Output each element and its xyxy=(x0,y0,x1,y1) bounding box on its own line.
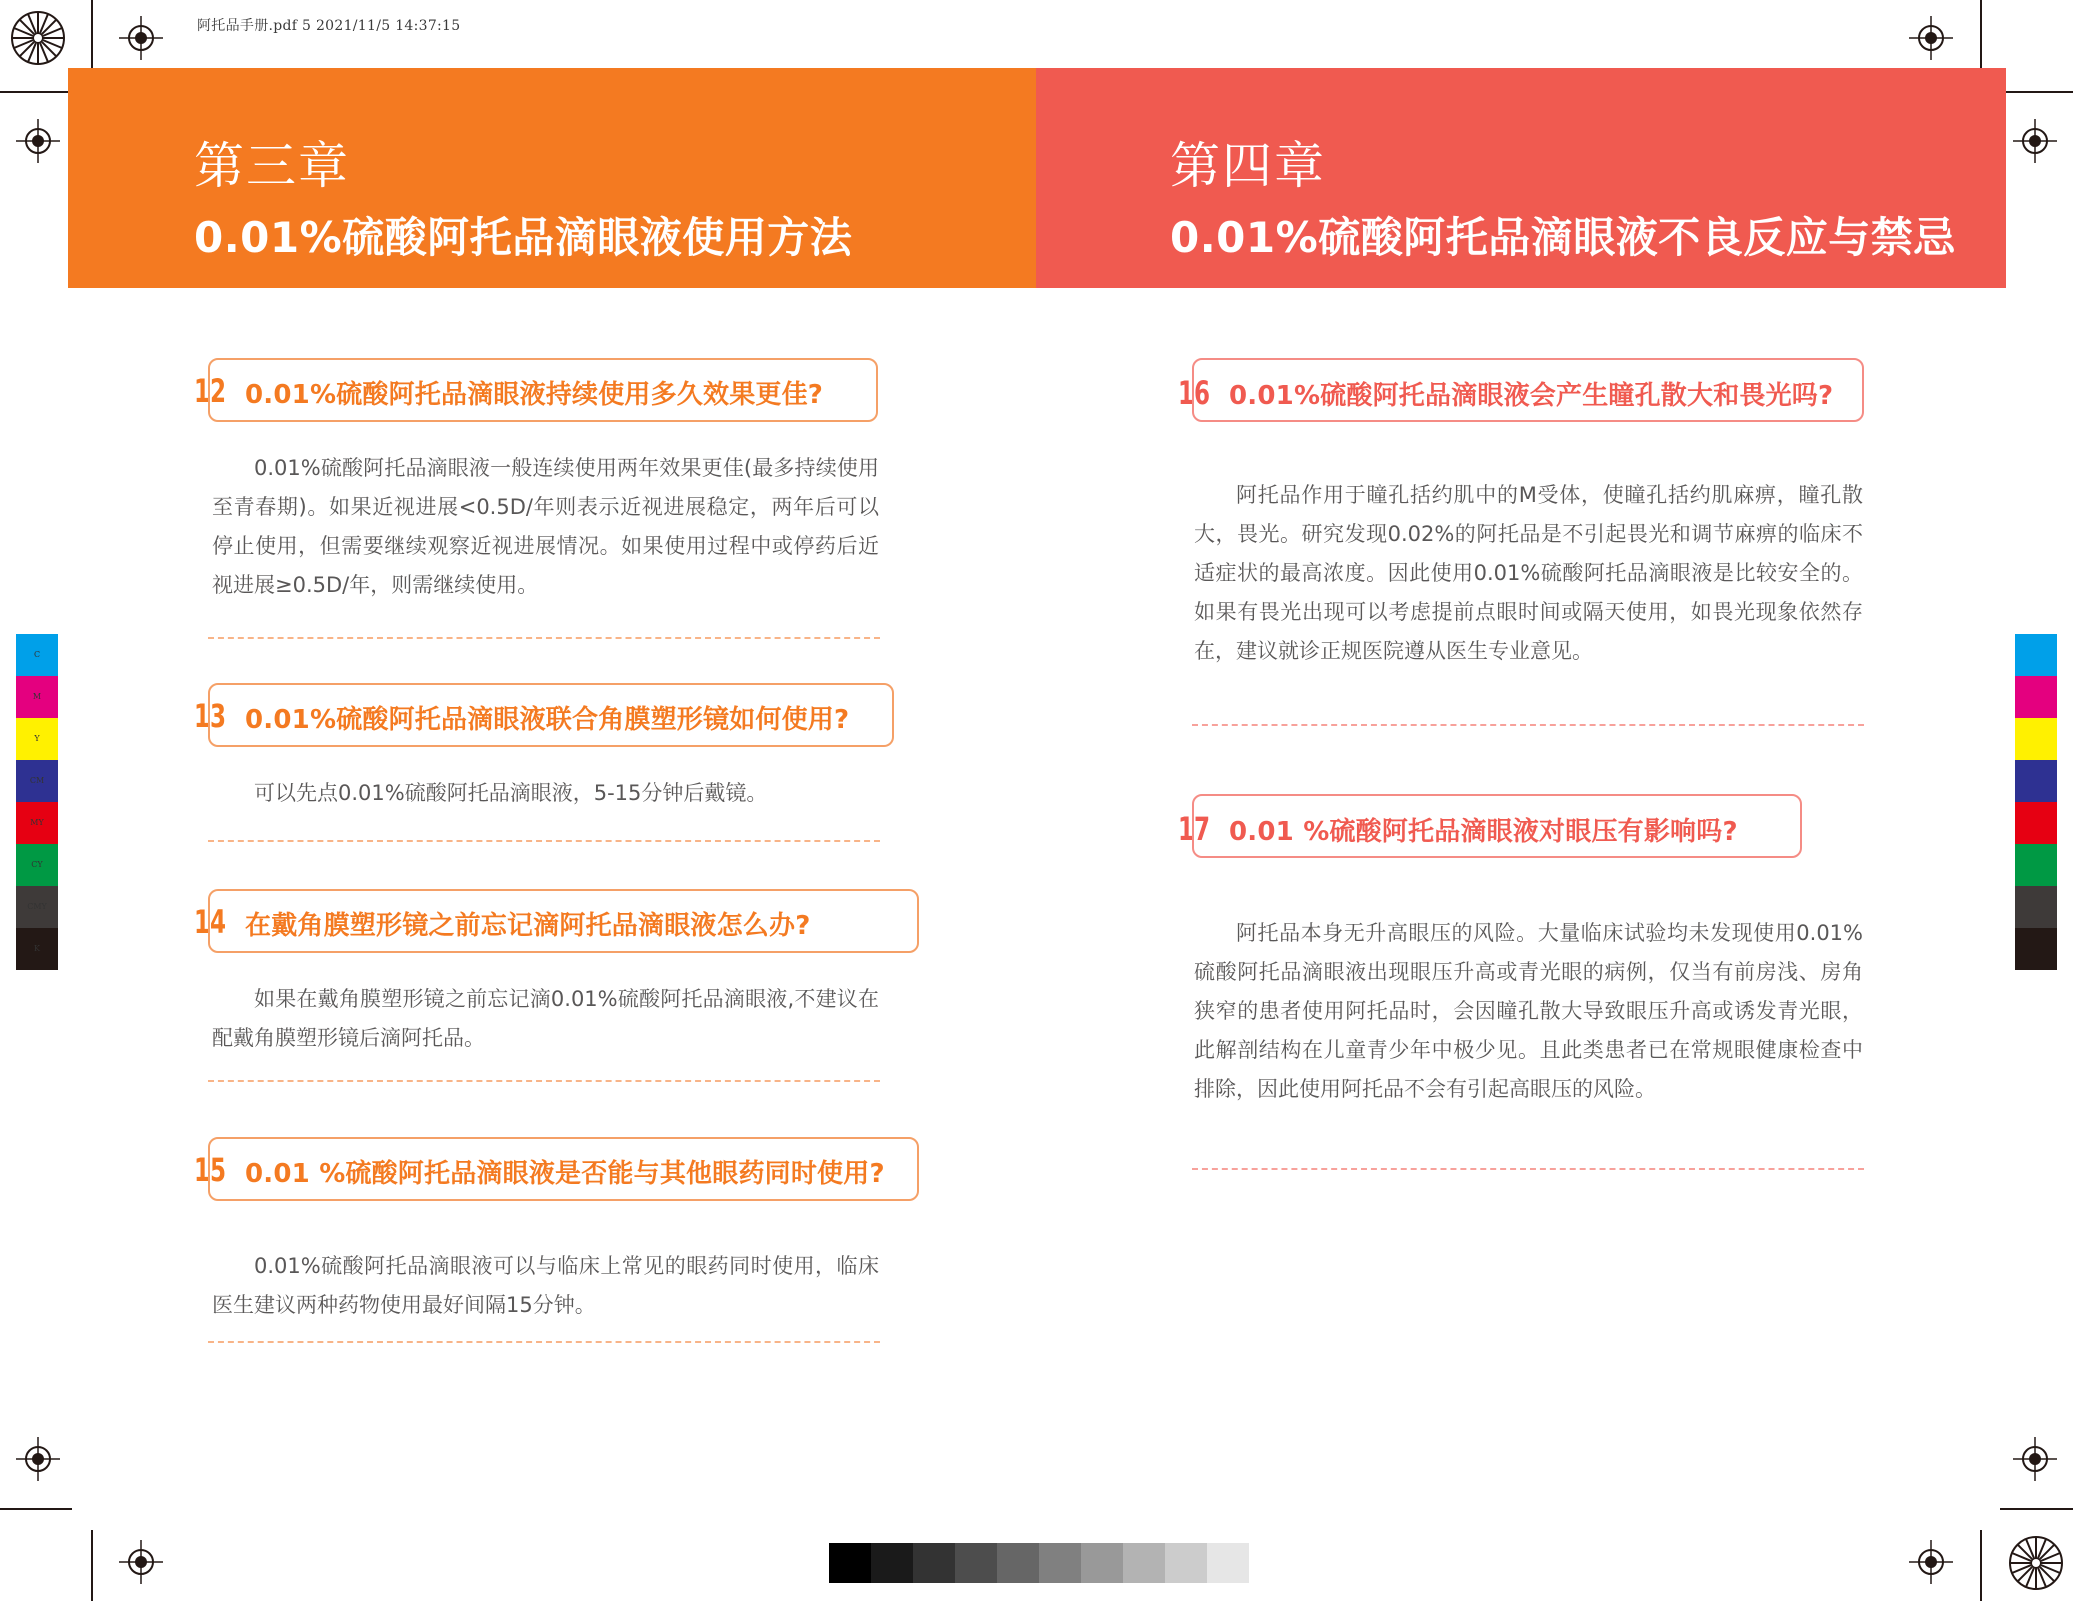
color-swatch-cyan xyxy=(2015,634,2057,676)
registration-mark-icon xyxy=(2013,1437,2057,1481)
question-number: 14 xyxy=(194,903,227,941)
question-number: 12 xyxy=(194,372,227,410)
registration-mark-icon xyxy=(2013,119,2057,163)
color-swatch-red xyxy=(2015,802,2057,844)
question-text: 0.01 %硫酸阿托品滴眼液是否能与其他眼药同时使用? xyxy=(245,1159,885,1189)
chapter-4-title: 0.01%硫酸阿托品滴眼液不良反应与禁忌 xyxy=(1170,213,1956,262)
gray-swatch xyxy=(871,1543,913,1583)
gray-swatch xyxy=(913,1543,955,1583)
chapter-3-title: 0.01%硫酸阿托品滴眼液使用方法 xyxy=(194,213,853,262)
color-swatch-black: K xyxy=(16,928,58,970)
color-swatch-dark xyxy=(2015,886,2057,928)
print-slug: 阿托品手册.pdf 5 2021/11/5 14:37:15 xyxy=(197,18,461,34)
crop-mark xyxy=(91,0,93,70)
question-number: 16 xyxy=(1178,374,1211,412)
answer-text: 阿托品本身无升高眼压的风险。大量临床试验均未发现使用0.01%硫酸阿托品滴眼液出现眼压升高或青光眼的病例，仅当有前房浅、房角狭窄的患者使用阿托品时，会因瞳孔散大导致眼压升高或诱发青光眼，此解剖结构在儿童青少年中极少见。且此类患者已在常规眼健康检查中排除，因此使用阿托品不会有引起高眼压的风险。 xyxy=(1194,921,1863,1101)
question-text: 0.01%硫酸阿托品滴眼液会产生瞳孔散大和畏光吗? xyxy=(1229,381,1834,411)
section-divider xyxy=(1192,1168,1864,1170)
registration-mark-icon xyxy=(16,1437,60,1481)
answer-text: 如果在戴角膜塑形镜之前忘记滴0.01%硫酸阿托品滴眼液,不建议在配戴角膜塑形镜后滴阿托品。 xyxy=(212,987,879,1050)
color-swatch-blue: CM xyxy=(16,760,58,802)
section-divider xyxy=(208,637,880,639)
answer-text: 0.01%硫酸阿托品滴眼液可以与临床上常见的眼药同时使用，临床医生建议两种药物使用最好间隔15分钟。 xyxy=(212,1254,879,1317)
gray-swatch xyxy=(1081,1543,1123,1583)
color-swatch-blue xyxy=(2015,760,2057,802)
answer-text: 0.01%硫酸阿托品滴眼液一般连续使用两年效果更佳(最多持续使用至青春期)。如果近视进展<0.5D/年则表示近视进展稳定，两年后可以停止使用，但需要继续观察近视进展情况。如果使用过程中或停药后近视进展≥0.5D/年，则需继续使用。 xyxy=(212,456,879,597)
question-text: 0.01 %硫酸阿托品滴眼液对眼压有影响吗? xyxy=(1229,817,1738,847)
color-swatch-yellow: Y xyxy=(16,718,58,760)
registration-mark-icon xyxy=(119,1540,163,1584)
starburst-mark-icon xyxy=(2008,1535,2064,1591)
registration-mark-icon xyxy=(1909,16,1953,60)
section-divider xyxy=(208,840,880,842)
gray-swatch xyxy=(1165,1543,1207,1583)
chapter-4-label: 第四章 xyxy=(1170,137,1326,195)
question-number: 17 xyxy=(1178,810,1211,848)
color-swatch-green: CY xyxy=(16,844,58,886)
question-text: 0.01%硫酸阿托品滴眼液联合角膜塑形镜如何使用? xyxy=(245,705,850,735)
question-text: 在戴角膜塑形镜之前忘记滴阿托品滴眼液怎么办? xyxy=(245,911,811,941)
color-swatch-green xyxy=(2015,844,2057,886)
answer-text: 可以先点0.01%硫酸阿托品滴眼液，5-15分钟后戴镜。 xyxy=(254,781,768,805)
gray-swatch xyxy=(997,1543,1039,1583)
chapter-3-label: 第三章 xyxy=(194,137,350,195)
section-divider xyxy=(1192,724,1864,726)
crop-mark xyxy=(91,1530,93,1601)
question-number: 15 xyxy=(194,1151,227,1189)
color-swatch-red: MY xyxy=(16,802,58,844)
gray-swatch xyxy=(1207,1543,1249,1583)
color-swatch-magenta xyxy=(2015,676,2057,718)
gray-swatch xyxy=(955,1543,997,1583)
starburst-mark-icon xyxy=(10,10,66,66)
registration-mark-icon xyxy=(1909,1540,1953,1584)
color-swatch-yellow xyxy=(2015,718,2057,760)
registration-mark-icon xyxy=(16,119,60,163)
color-swatch-cyan: C xyxy=(16,634,58,676)
question-number: 13 xyxy=(194,697,227,735)
crop-mark xyxy=(1980,0,1982,70)
crop-mark xyxy=(1980,1530,1982,1601)
section-divider xyxy=(208,1080,880,1082)
grayscale-control-bar xyxy=(829,1543,1249,1583)
crop-mark xyxy=(0,91,72,93)
gray-swatch xyxy=(1039,1543,1081,1583)
gray-swatch xyxy=(1123,1543,1165,1583)
registration-mark-icon xyxy=(119,16,163,60)
section-divider xyxy=(208,1341,880,1343)
gray-swatch xyxy=(829,1543,871,1583)
color-swatch-dark: CMY xyxy=(16,886,58,928)
crop-mark xyxy=(2000,91,2073,93)
crop-mark xyxy=(0,1508,72,1510)
color-control-bar xyxy=(2015,634,2057,970)
color-control-bar xyxy=(16,634,58,970)
crop-mark xyxy=(2000,1508,2073,1510)
question-text: 0.01%硫酸阿托品滴眼液持续使用多久效果更佳? xyxy=(245,380,824,410)
answer-text: 阿托品作用于瞳孔括约肌中的M受体，使瞳孔括约肌麻痹，瞳孔散大，畏光。研究发现0.02%的阿托品是不引起畏光和调节麻痹的临床不适症状的最高浓度。因此使用0.01%硫酸阿托品滴眼液是比较安全的。如果有畏光出现可以考虑提前点眼时间或隔天使用，如畏光现象依然存在，建议就诊正规医院遵从医生专业意见。 xyxy=(1194,483,1863,663)
color-swatch-magenta: M xyxy=(16,676,58,718)
color-swatch-black xyxy=(2015,928,2057,970)
